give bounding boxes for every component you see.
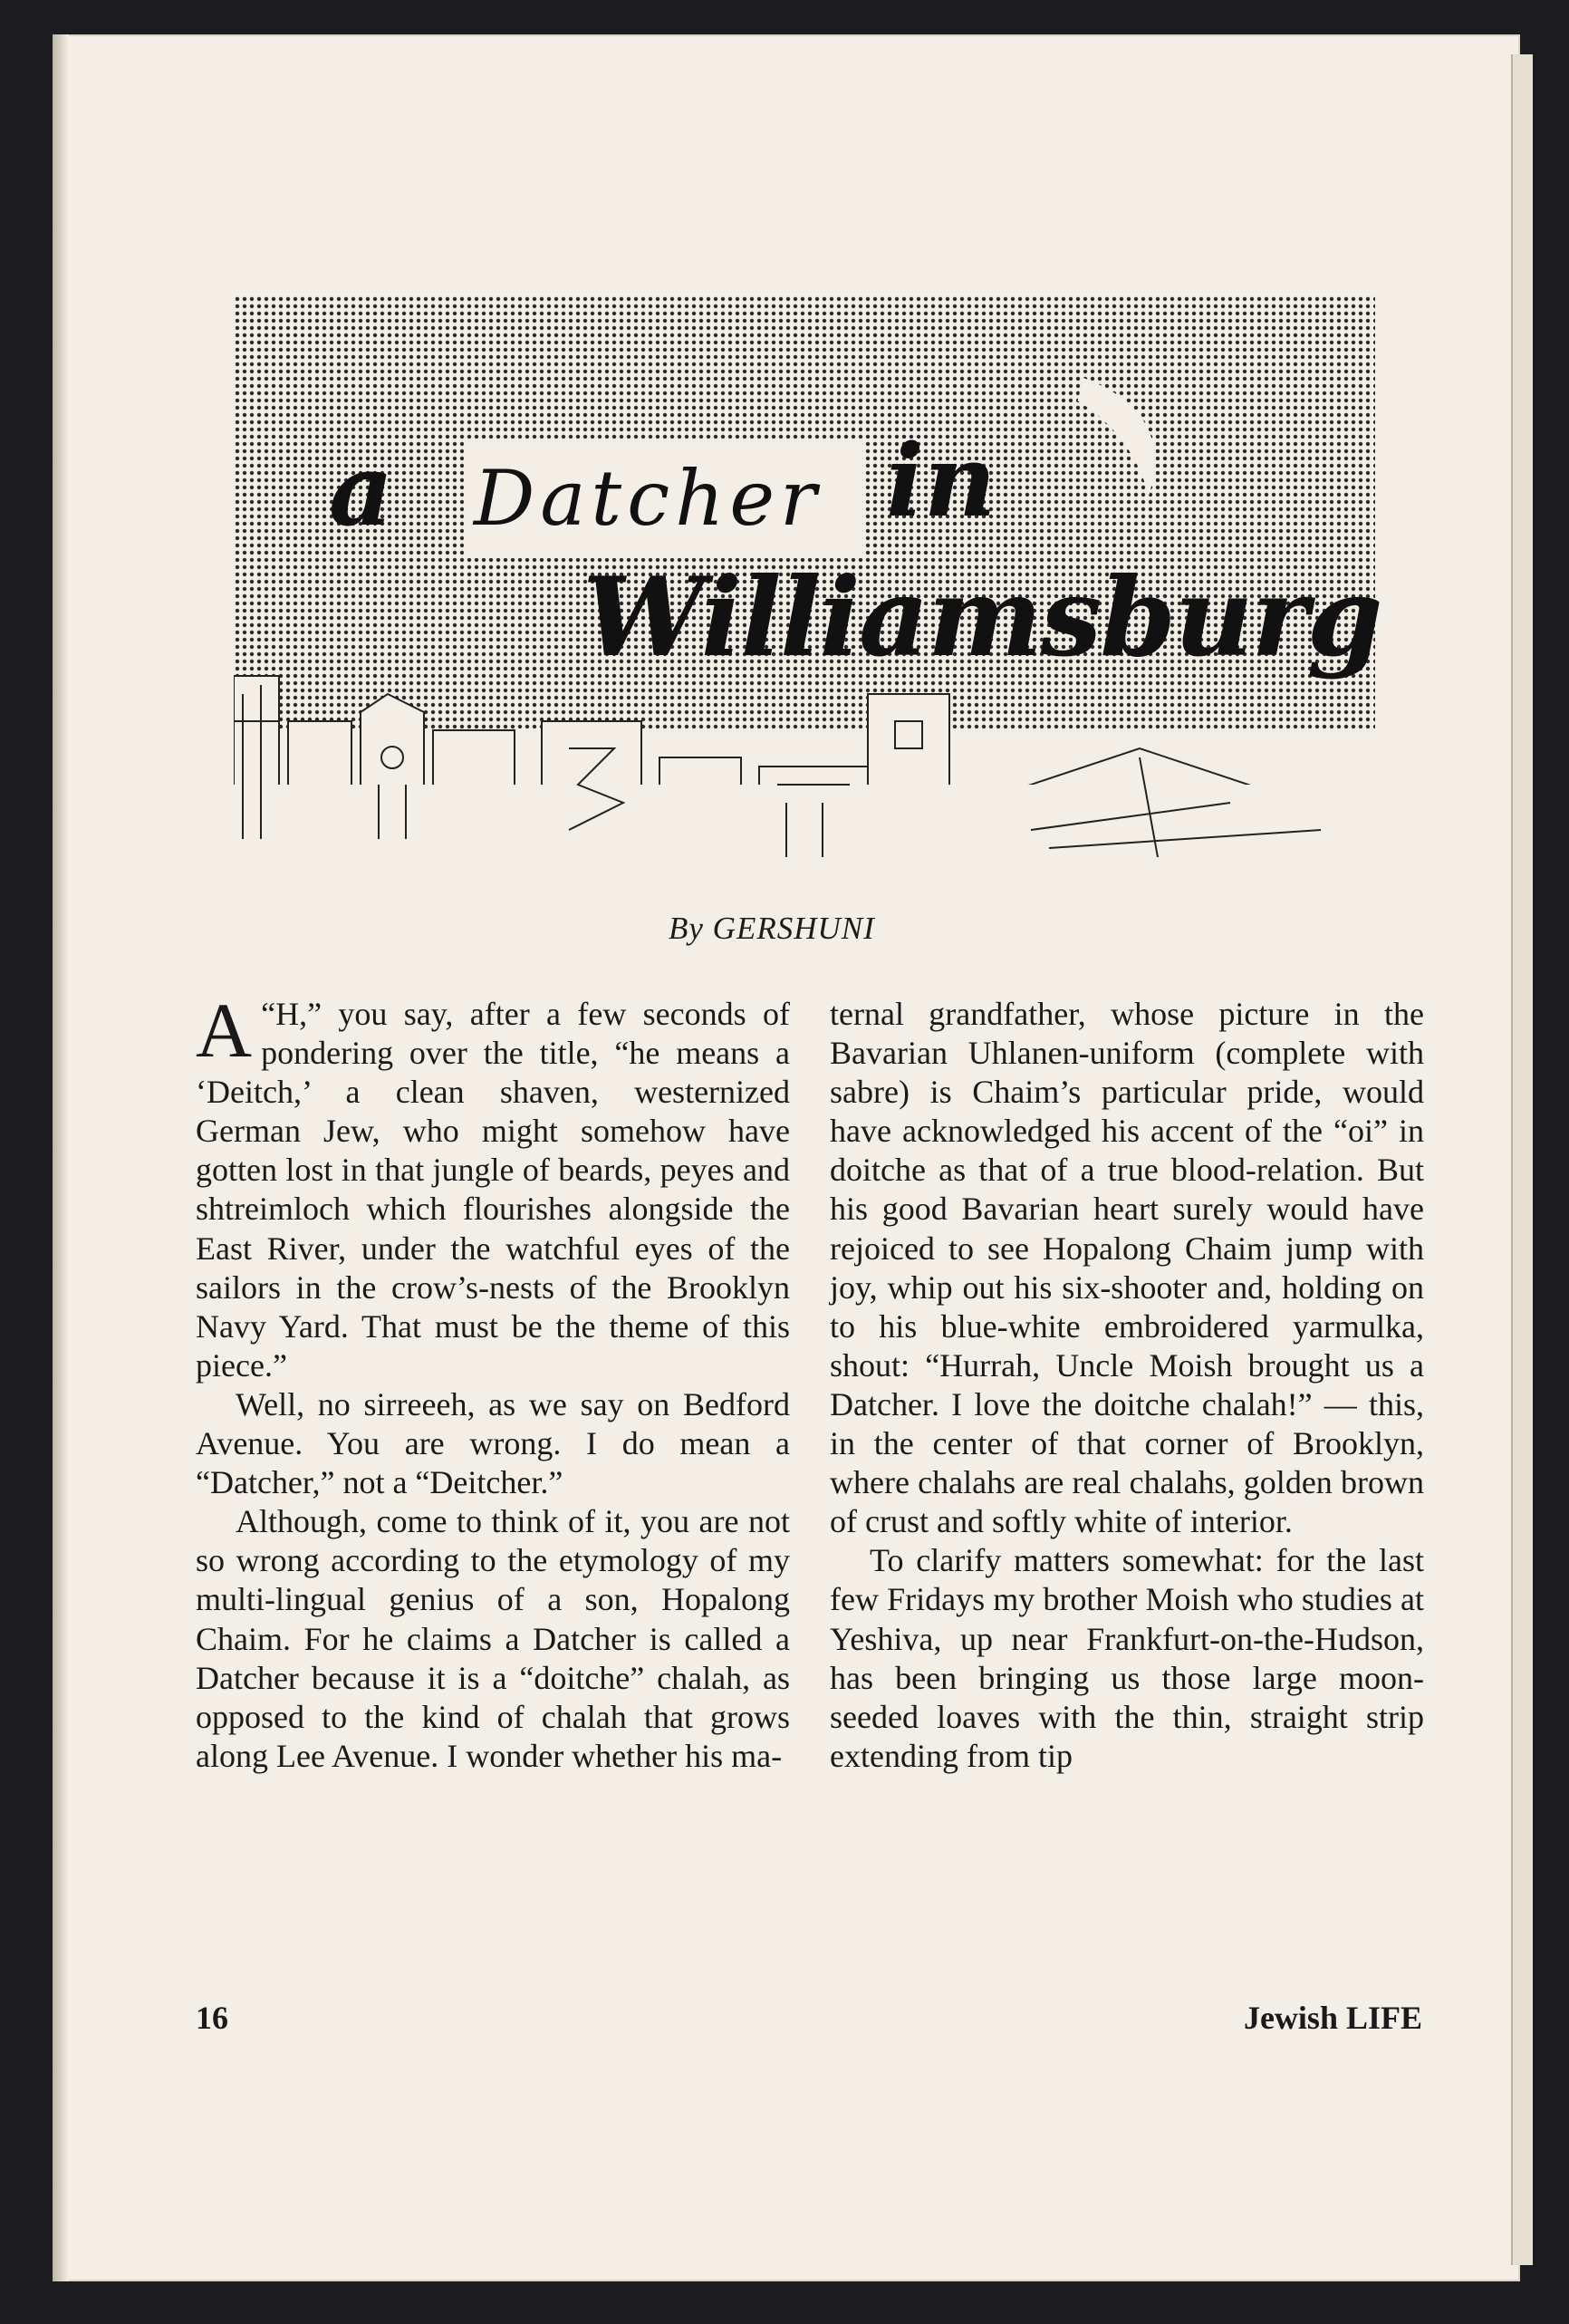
magazine-name: Jewish LIFE bbox=[1243, 2000, 1422, 2036]
byline: By GERSHUNI bbox=[669, 911, 875, 946]
paragraph-3: Although, come to think of it, you are not so wrong according to the etymology of my multi-lingual genius of a son, Hopalong Chaim. For he claims a Datcher is called a Datcher because it is a “doitche” chalah, as opposed to the kind of chalah that grows along Lee Avenue. I wonder whether his ma- bbox=[196, 1503, 790, 1774]
paragraph-5: To clarify matters somewhat: for the last few Fridays my brother Moish who studies at Yeshiva, up near Frankfurt-on-the-Hudson, has been bringing us those large moon-seeded loaves with the thin, straight strip extending from tip bbox=[830, 1542, 1424, 1774]
title-word-in: in bbox=[886, 422, 996, 539]
paragraph-4: ternal grandfather, whose picture in the Bavarian Uhlanen-uniform (complete with sabre) is Chaim’s particular pride, would have acknowledged his accent of the “oi” in doitche as that of a true blood-relation. But his good Bavarian heart surely would have rejoiced to see Hopalong Chaim jump with joy, whip out his six-shooter and, holding on to his blue-white embroidered yarmulka, shout: “Hurrah, Uncle Moish brought us a Datcher. I love the doitche chalah!” — this, in the center of that corner of Brooklyn, where chalahs are real chalahs, golden brown of crust and softly white of interior. bbox=[830, 996, 1424, 1540]
paragraph-2: Well, no sirreeeh, as we say on Bedford Avenue. You are wrong. I do mean a “Datcher,” not a “Deitcher.” bbox=[196, 1385, 790, 1501]
paragraph-1 bbox=[196, 987, 790, 1385]
title-word-williamsburg: Williamsburg bbox=[582, 554, 1381, 681]
title-word-a: a bbox=[329, 431, 394, 548]
title-word-datcher: Datcher bbox=[474, 454, 823, 543]
left-column bbox=[196, 987, 790, 1776]
page-gutter bbox=[53, 34, 69, 2281]
paragraph-1-text: H,” you say, after a few seconds of pondering over the title, “he means a ‘Deitch,’ a clean shaven, westernized German Jew, who might somehow have gotten lost in that jungle of beards, peyes and shtreimloch which flourishes alongside the East River, under the watchful eyes of the sailors in the crow’s-nests of the Brooklyn Navy Yard. That must be the theme of this piece.” bbox=[196, 996, 790, 1384]
dropcap-lead: “ bbox=[261, 996, 276, 1032]
right-column bbox=[830, 995, 1424, 1776]
page-number: 16 bbox=[196, 2000, 228, 2036]
next-page-edge bbox=[1511, 54, 1533, 2265]
dropcap: A bbox=[196, 987, 253, 1074]
title-illustration bbox=[234, 295, 1381, 884]
